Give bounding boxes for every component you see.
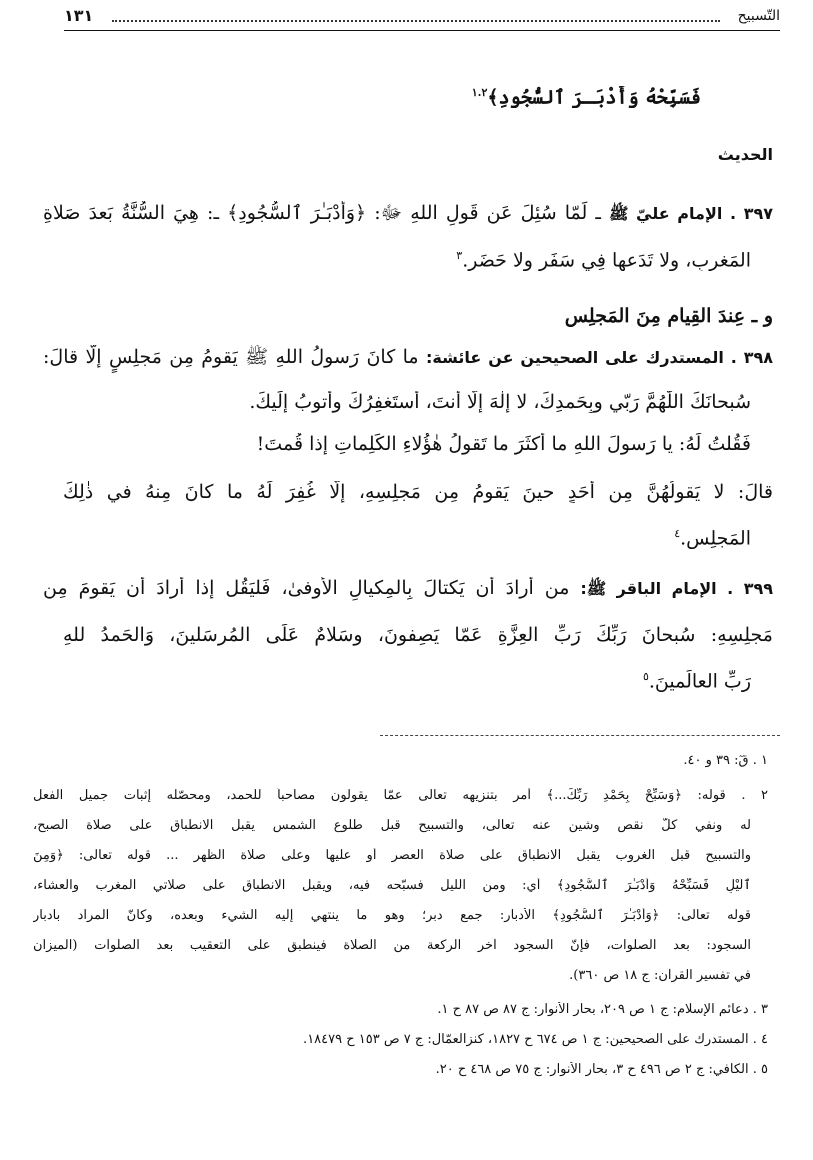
footnote-5-line: ٥ . الكافي: ج ٢ ص ٤٩٦ ح ٣، بحار الأنوار: ج ٧٥ ص ٤٦٨ ح ٢٠. — [435, 1062, 768, 1077]
header-rule — [64, 30, 780, 31]
hadith-text: المَغرِبِ، ولا تَدَعها فِي سَفَرٍ ولا حَضَرٍ. — [462, 249, 751, 272]
footnote-2-line: قوله تعالى: ﴿وَأَدْبَـٰرَ ٱلسُّجُودِ﴾ الأدبار: جمع دبر؛ وهو ما ينتهي إليه الشيء وبعده، وكأنّ المراد بأدبار — [33, 908, 751, 923]
hadith-397-line2 — [51, 249, 751, 271]
hadith-text: ـ لَمّا سُئِلَ عَن قَولِ اللهِ ﷻ: ﴿وَأَدْبَـٰرَ ٱلسُّجُودِ﴾ ـ: هِيَ السُّنَّةُ بَعدَ صَلاةِ — [43, 202, 601, 224]
section-label: الحديث — [717, 145, 773, 164]
footnote-3-line: ٣ . دعائم الإسلام: ج ١ ص ٢٠٩، بحار الأنوار: ج ٨٧ ص ٨٧ ح ١. — [437, 1002, 768, 1017]
footnote-4-line: ٤ . المستدرك على الصحيحين: ج ١ ص ٦٧٤ ح ١٨٢٧، كنزالعمّال: ج ٧ ص ١٥٣ ح ١٨٤٧٩. — [303, 1032, 768, 1047]
footnote-2-line: ٢ . قوله: ﴿وَسَبِّحْ بِحَمْدِ رَبِّكَ...﴾ أمر بتنزيهه تعالى عمّا يقولون مصاحباً للحمد، ومحصّله إثبات جميل الفعل — [33, 788, 768, 803]
footnote-2-line: في تفسير القرآن: ج ١٨ ص ٣٦٠). — [569, 968, 751, 983]
footnote-2-line: له ونفي كلّ نقص وشين عنه تعالى، والتسبيح قبل طلوع الشمس يقبل الانطباق على صلاة الصبح، — [33, 818, 751, 833]
running-header — [64, 6, 780, 30]
footnote-ref: ٤ — [674, 527, 681, 540]
footnote-ref: ٥ — [642, 670, 649, 683]
hadith-399-line1 — [43, 577, 773, 602]
footnote-2-line: السجود: بعد الصلوات، فإنّ السجود آخر الركعة من الصلاة فينطبق على التعقيب بعد الصلوات (الميزان — [33, 938, 751, 953]
footnote-2-line: ٱلَّيْلِ فَسَبِّحْهُ وَأَدْبَـٰرَ ٱلسُّجُودِ﴾ أي: ومن الليل فسبّحه فيه، ويقبل الانطباق على صلاتي المغرب والعشاء، — [33, 878, 751, 893]
hadith-398-line3: فَقُلتُ لَهُ: يا رَسولَ اللهِ ما أكثَرَ ما تَقولُ هٰؤُلاءِ الكَلِماتِ إذا قُمتَ! — [256, 433, 751, 455]
page-number: ١٣١ — [64, 6, 94, 25]
header-title: التّسبيح — [737, 8, 780, 24]
hadith-398-line4: قالَ: لا يَقولُهُنَّ مِن أحَدٍ حينَ يَقومُ مِن مَجلِسِهِ، إلّا غُفِرَ لَهُ ما كانَ مِنهُ في ذٰلِكَ — [63, 481, 773, 503]
footnote-ref: ١.٢ — [471, 86, 488, 99]
hadith-399-line3 — [51, 670, 751, 692]
hadith-398-line1 — [43, 345, 773, 373]
subheading: و ـ عِندَ القِيامِ مِنَ المَجلِسِ — [564, 305, 773, 327]
hadith-source: ٣٩٩ . الإمام الباقر ﷺ: — [580, 579, 773, 598]
hadith-text: من أرادَ أن يَكتالَ بِالمِكيالِ الأَوفىٰ، فَليَقُل إذا أرادَ أن يَقومَ مِن — [43, 577, 570, 599]
footnote-2-line: والتسبيح قبل الغروب يقبل الانطباق على صلاة العصر أو عليها وعلى صلاة الظهر ... قوله تعالى: ﴿وَمِنَ — [33, 848, 751, 863]
hadith-text: المَجلِسِ. — [680, 527, 751, 550]
hadith-397-line1 — [43, 201, 773, 229]
header-dots — [112, 20, 720, 22]
verse-end — [201, 86, 701, 108]
hadith-source: ٣٩٧ . الإمام عليّ ﷺ — [609, 204, 773, 223]
hadith-source: ٣٩٨ . المستدرك على الصحيحين عن عائشة: — [425, 348, 773, 367]
footnote-separator — [380, 735, 780, 736]
hadith-text: رَبِّ العالَمينَ. — [648, 670, 751, 693]
hadith-398-line2: سُبحانَكَ اللّٰهُمَّ رَبّي وبِحَمدِكَ، لا إلٰهَ إلّا أنتَ، أستَغفِرُكَ وأتوبُ إلَيكَ. — [249, 391, 751, 413]
hadith-398-line5 — [51, 527, 751, 549]
verse-text: فَسَبِّحْهُ وَأَدْبَـرَ ٱلسُّجُودِ﴾ — [487, 86, 701, 109]
footnote-1-line: ١ . قٓ: ٣٩ و ٤٠. — [683, 753, 768, 768]
footnote-ref: ٣ — [456, 249, 463, 262]
hadith-399-line2: مَجلِسِهِ: سُبحانَ رَبِّكَ رَبِّ العِزَّةِ عَمّا يَصِفونَ، وسَلامٌ عَلَى المُرسَلينَ، وَالحَمدُ للهِ — [63, 624, 773, 646]
hadith-text: ما كانَ رَسولُ اللهِ ﷺ يَقومُ مِن مَجلِسٍ إلّا قالَ: — [43, 346, 419, 368]
